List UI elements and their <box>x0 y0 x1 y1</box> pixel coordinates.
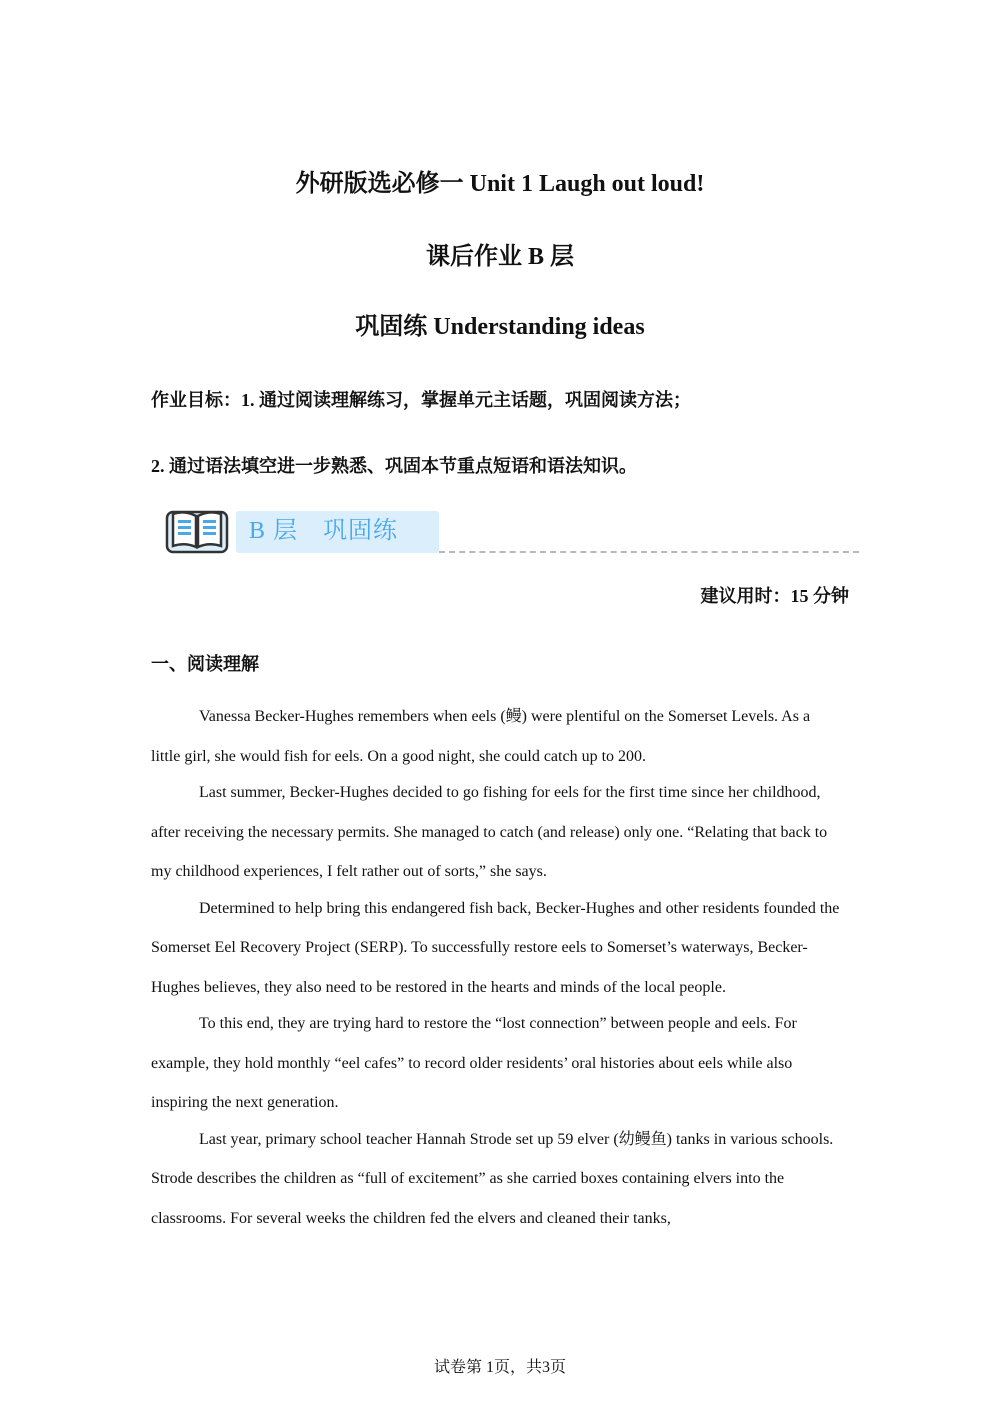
document-subtitle: 课后作业 B 层 <box>425 244 574 270</box>
document-title: 外研版选必修一 Unit 1 Laugh out loud! <box>295 171 705 197</box>
assignment-goal-line-2: 2. 通过语法填空进一步熟悉、巩固本节重点短语和语法知识。 <box>151 456 637 476</box>
section-banner-label: B 层 巩固练 <box>249 518 399 544</box>
reading-passage <box>151 697 841 1238</box>
banner-divider <box>439 551 859 553</box>
passage-paragraph: Last year, primary school teacher Hannah Strode set up 59 elver (幼鳗鱼) tanks in various schools. Strode describes the children as “full of excitement” as she carried boxes containing elvers into the classrooms. For several weeks the children fed the elvers and cleaned their tanks, <box>151 1130 834 1227</box>
passage-paragraph: Determined to help bring this endangered fish back, Becker-Hughes and other residents founded the Somerset Eel Recovery Project (SERP). To successfully restore eels to Somerset’s waterways, Becker-Hughes believes, they also need to be restored in the hearts and minds of the local people. <box>151 899 840 996</box>
passage-paragraph: Vanessa Becker-Hughes remembers when eels (鳗) were plentiful on the Somerset Levels. As a little girl, she would fish for eels. On a good night, she could catch up to 200. <box>151 708 811 765</box>
passage-paragraph: To this end, they are trying hard to restore the “lost connection” between people and eels. For example, they hold monthly “eel cafes” to record older residents’ oral histories about eels while also inspiring the next generation. <box>151 1015 797 1111</box>
assignment-goal-line-1: 作业目标：1. 通过阅读理解练习，掌握单元主话题，巩固阅读方法； <box>151 390 691 410</box>
document-section-title: 巩固练 Understanding ideas <box>355 314 645 340</box>
suggested-time: 建议用时：15 分钟 <box>700 586 849 606</box>
open-book-icon <box>165 506 229 556</box>
section-heading: 一、阅读理解 <box>151 654 259 674</box>
page-number: 试卷第 1页，共3页 <box>433 1359 566 1376</box>
passage-paragraph: Last summer, Becker-Hughes decided to go fishing for eels for the first time since her childhood, after receiving the necessary permits. She managed to catch (and release) only one. “Relating that back to my childhood experiences, I felt rather out of sorts,” she says. <box>151 784 828 880</box>
